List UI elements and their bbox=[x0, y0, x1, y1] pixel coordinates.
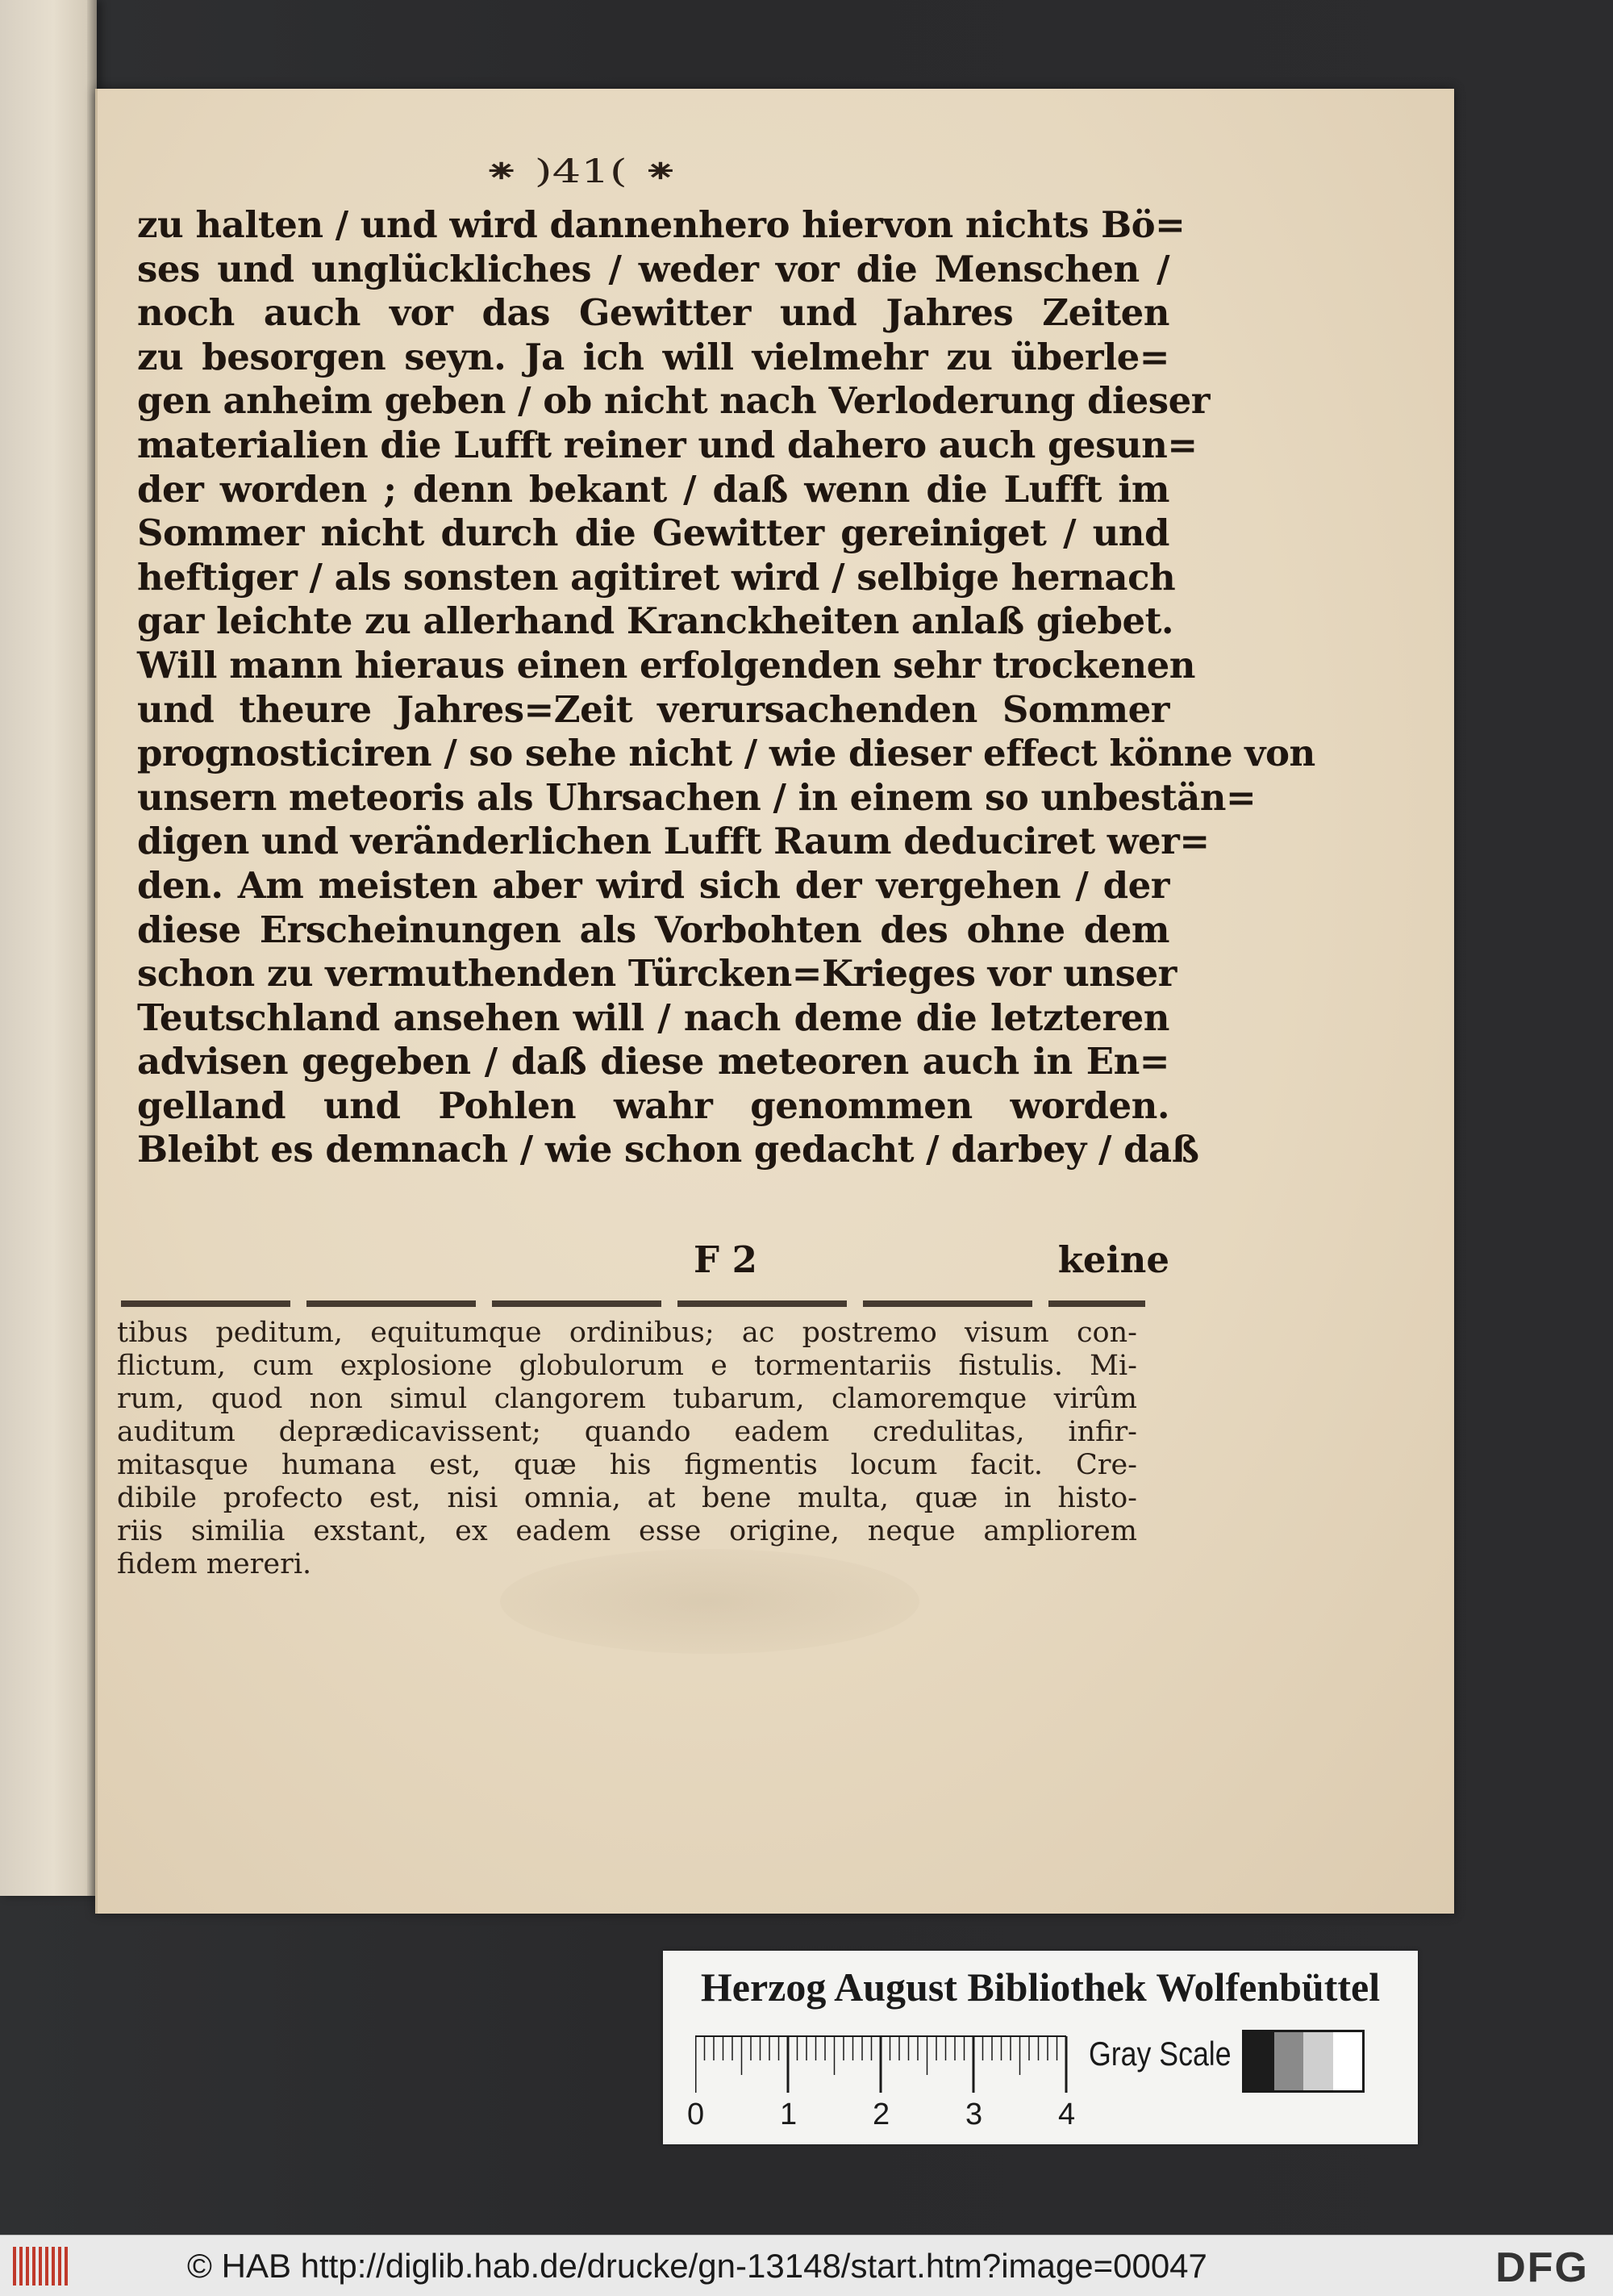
library-name: Herzog August Bibliothek Wolfenbüttel bbox=[700, 1964, 1381, 2010]
footnote-line: mitasque humana est, quæ his figmentis locum facit. Cre- bbox=[117, 1449, 1137, 1481]
fraktur-text-block bbox=[137, 203, 1315, 1172]
text-line: Will mann hieraus einen erfolgenden sehr trockenen bbox=[137, 643, 1195, 687]
footer-url[interactable]: © HAB http://diglib.hab.de/drucke/gn-13148/start.htm?image=00047 bbox=[187, 2247, 1207, 2285]
text-line: heftiger / als sonsten agitiret wird / selbige hernach bbox=[137, 555, 1176, 599]
ruler-label: 3 bbox=[965, 2098, 983, 2131]
footer-bar bbox=[0, 2235, 1613, 2296]
footnote-line: flictum, cum explosione globulorum e tormentariis fistulis. Mi- bbox=[117, 1350, 1137, 1382]
text-line: ses und unglückliches / weder vor die Menschen / bbox=[137, 247, 1169, 290]
footnote-line: dibile profecto est, nisi omnia, at bene multa, quæ in histo- bbox=[117, 1482, 1137, 1514]
footnote-line: tibus peditum, equitumque ordinibus; ac postremo visum con- bbox=[117, 1317, 1137, 1349]
text-line: Teutschland ansehen will / nach deme die letzteren bbox=[137, 996, 1169, 1039]
text-line: gelland und Pohlen wahr genommen worden. bbox=[137, 1083, 1169, 1127]
text-line: Sommer nicht durch die Gewitter gereiniget / und bbox=[137, 511, 1169, 555]
ruler-label: 2 bbox=[873, 2098, 890, 2131]
dfg-logo: DFG bbox=[1495, 2244, 1589, 2291]
text-line: digen und veränderlichen Lufft Raum deduciret wer= bbox=[137, 820, 1210, 863]
footnote-line: fidem mereri. bbox=[117, 1548, 312, 1580]
text-line: noch auch vor das Gewitter und Jahres Zeiten bbox=[137, 291, 1169, 335]
ruler-label: 1 bbox=[780, 2098, 798, 2131]
latin-footnote-block bbox=[117, 1317, 1137, 1581]
grayscale-patch bbox=[1274, 2032, 1304, 2090]
text-line: der worden ; denn bekant / daß wenn die Lufft im bbox=[137, 467, 1169, 511]
footnote-line: auditum deprædicavissent; quando eadem credulitas, infir- bbox=[117, 1416, 1137, 1448]
text-line: schon zu vermuthenden Türcken=Krieges vor unser bbox=[137, 952, 1177, 996]
grayscale-strip bbox=[1242, 2030, 1365, 2093]
text-line: zu besorgen seyn. Ja ich will vielmehr zu überle= bbox=[137, 335, 1169, 378]
text-line: den. Am meisten aber wird sich der vergehen / der bbox=[137, 863, 1169, 907]
page-header-text: ⁕ )41( ⁕ bbox=[481, 153, 680, 190]
text-line: zu halten / und wird dannenhero hiervon nichts Bö= bbox=[137, 203, 1186, 246]
signature-line bbox=[137, 1238, 1169, 1295]
grayscale-patch bbox=[1333, 2032, 1363, 2090]
grayscale-label: Gray Scale bbox=[1089, 2035, 1232, 2073]
scale-ruler bbox=[695, 2031, 1147, 2096]
hab-logo-icon bbox=[13, 2247, 69, 2286]
text-line: materialien die Lufft reiner und dahero auch gesun= bbox=[137, 423, 1198, 466]
catchword: keine bbox=[1057, 1238, 1169, 1281]
paper-stain bbox=[500, 1549, 919, 1654]
left-page-edge bbox=[0, 0, 97, 1896]
page-number-header bbox=[476, 153, 686, 210]
text-line: und theure Jahres=Zeit verursachenden Sommer bbox=[137, 687, 1169, 731]
footnote-line: riis similia exstant, ex eadem esse origine, neque ampliorem bbox=[117, 1515, 1137, 1547]
text-line: unsern meteoris als Uhrsachen / in einem so unbestän= bbox=[137, 775, 1257, 819]
ruler-label: 0 bbox=[687, 2098, 705, 2131]
grayscale-patch bbox=[1303, 2032, 1333, 2090]
footnote-divider bbox=[121, 1300, 1145, 1307]
text-line: prognosticiren / so sehe nicht / wie dieser effect könne von bbox=[137, 732, 1315, 775]
text-line: advisen gegeben / daß diese meteoren auch in En= bbox=[137, 1040, 1169, 1083]
signature-mark: F 2 bbox=[694, 1238, 757, 1281]
text-line: Bleibt es demnach / wie schon gedacht / darbey / daß bbox=[137, 1128, 1199, 1171]
text-line: diese Erscheinungen als Vorbohten des ohne dem bbox=[137, 908, 1169, 951]
text-line: gar leichte zu allerhand Kranckheiten anlaß giebet. bbox=[137, 599, 1174, 643]
color-calibration-card bbox=[663, 1951, 1418, 2144]
footnote-line: rum, quod non simul clangorem tubarum, clamoremque virûm bbox=[117, 1383, 1137, 1415]
grayscale-patch bbox=[1244, 2032, 1274, 2090]
ruler-label: 4 bbox=[1058, 2098, 1076, 2131]
text-line: gen anheim geben / ob nicht nach Verloderung dieser bbox=[137, 379, 1210, 423]
